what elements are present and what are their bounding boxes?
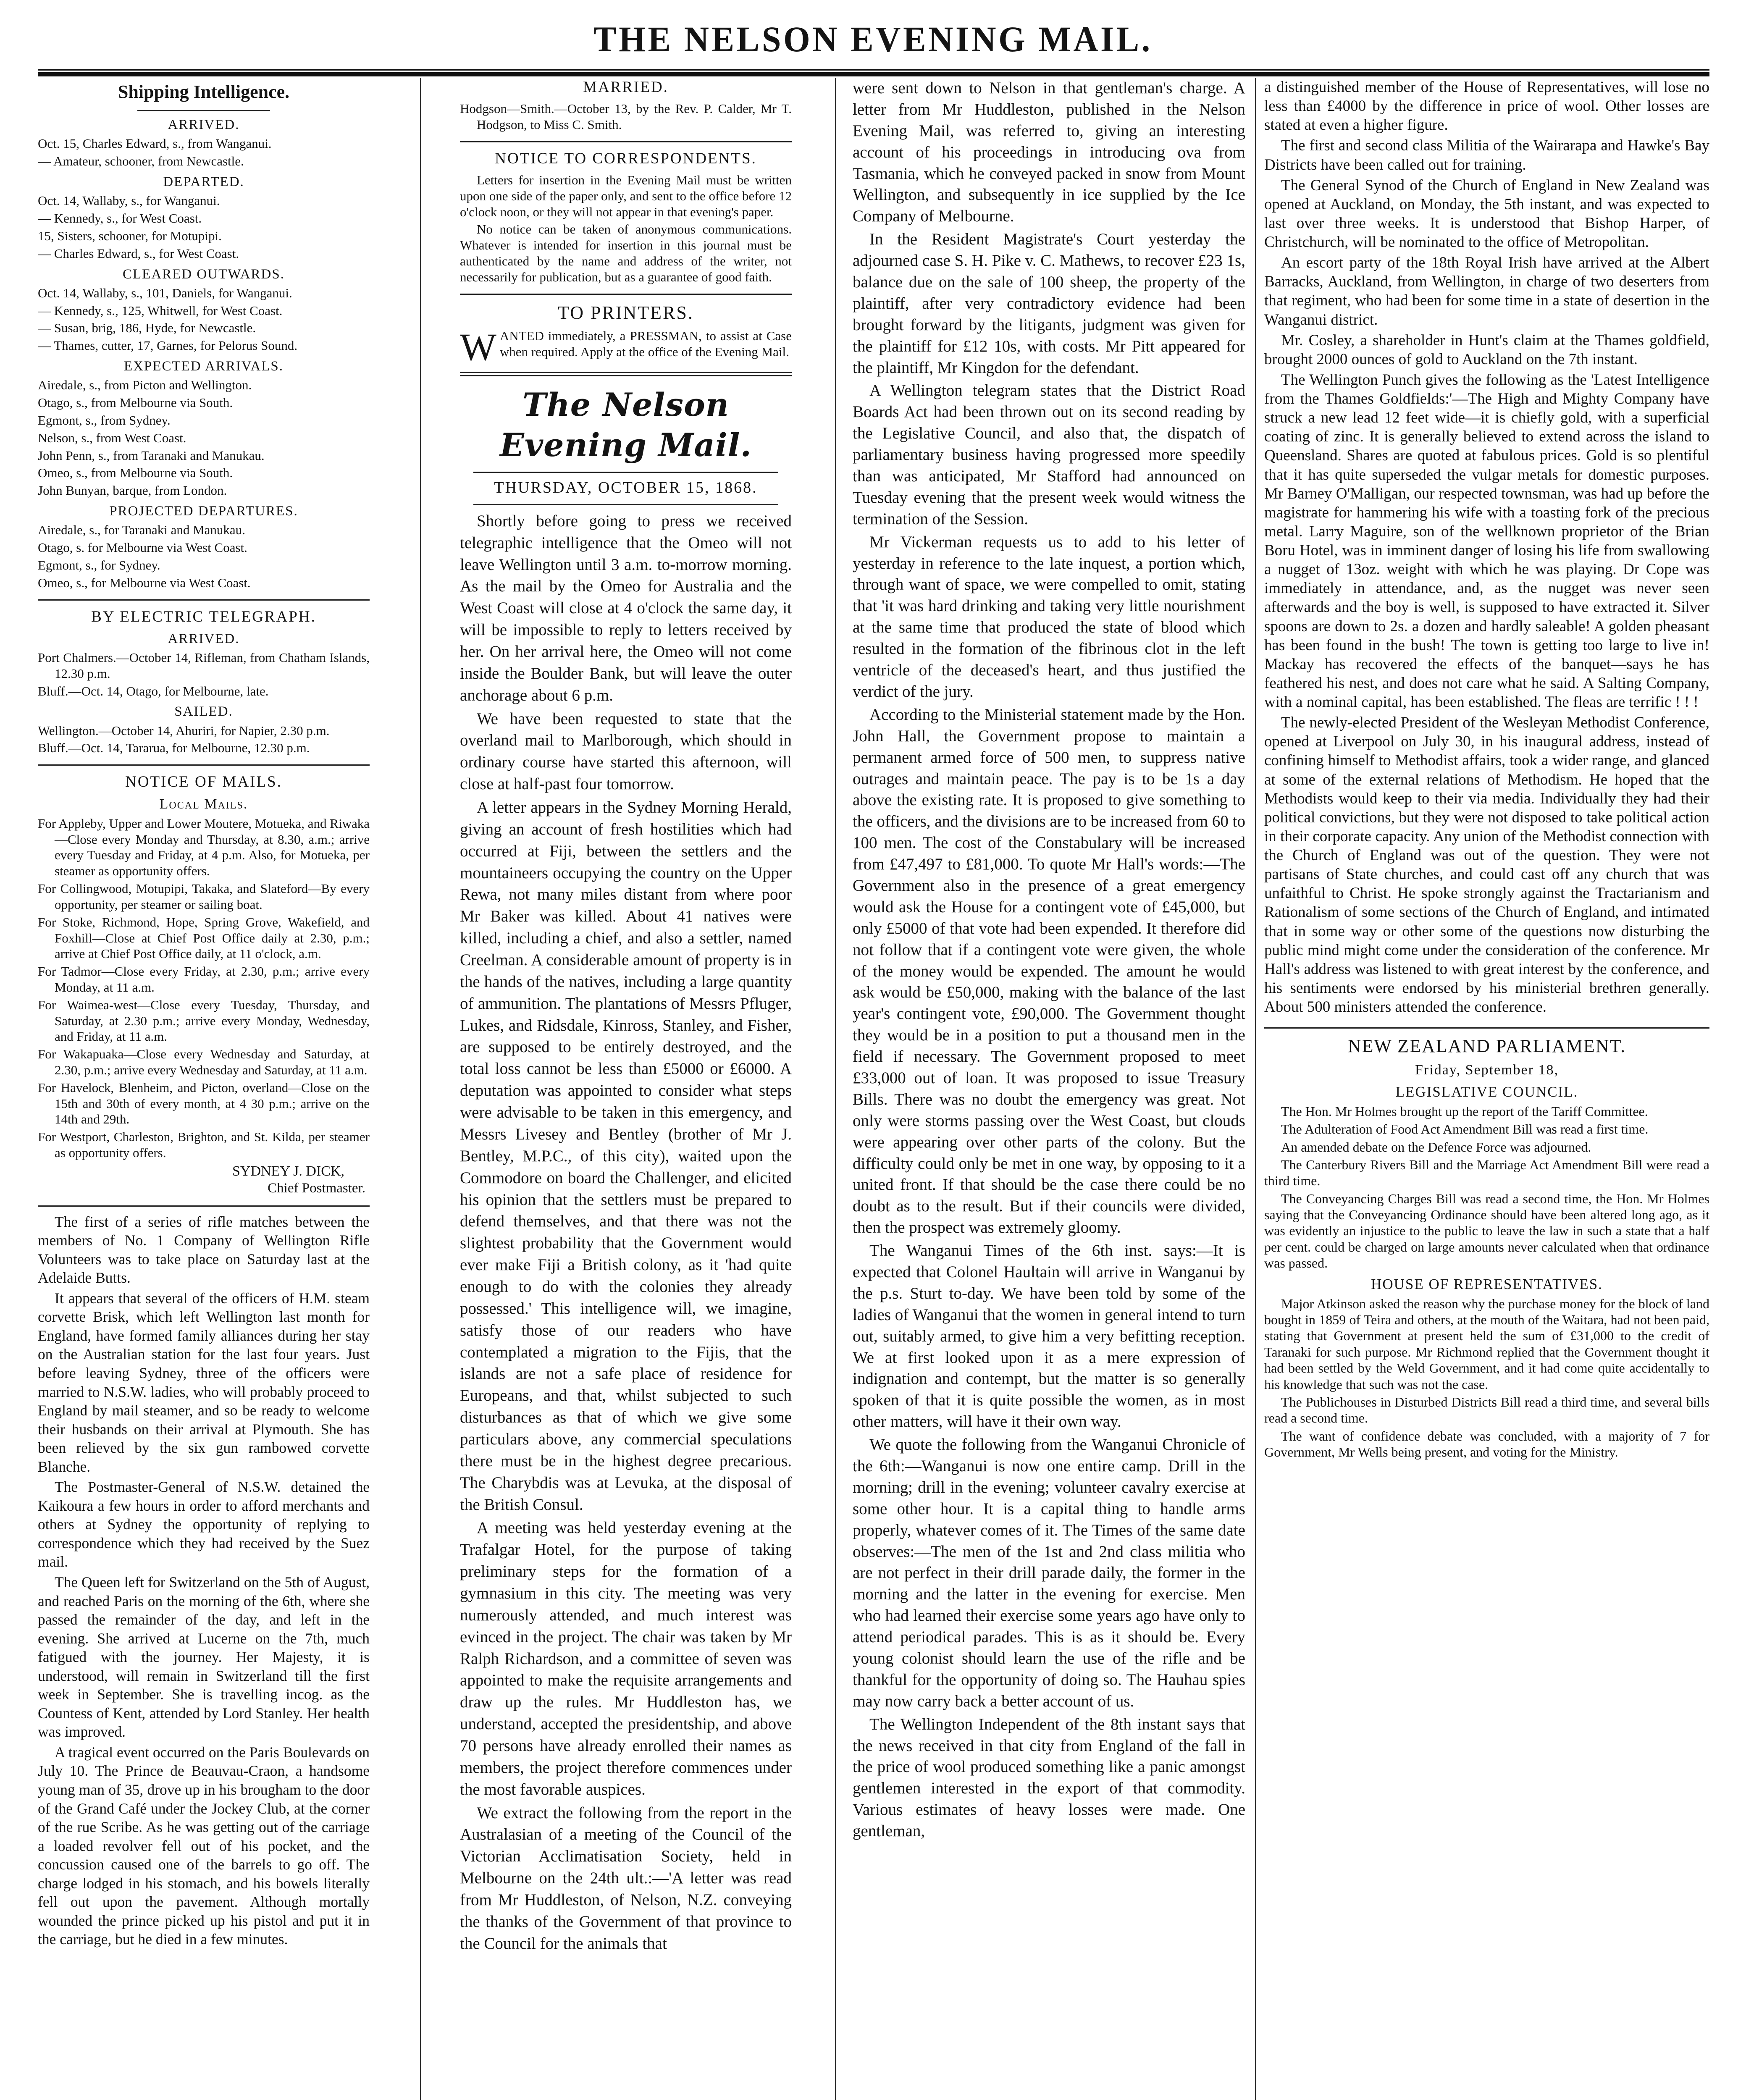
article-paragraph: Mr. Cosley, a shareholder in Hunt's claim at the Thames goldfield, brought 2000 ounces of gold to Auckland on the 7th instant. <box>1264 331 1709 368</box>
shipping-heading: Shipping Intelligence. <box>118 81 290 102</box>
correspondents-p2: No notice can be taken of anonymous communications. Whatever is intended for insertion in this journal must be authenticated by the name and address of the writer, not necessarily for publication, but as a guarantee of good faith. <box>460 222 792 284</box>
editorial-paragraph: We have been requested to state that the overland mail to Marlborough, which should in ordinary course have started this afternoon, will close at half-past four tomorrow. <box>460 709 792 793</box>
shipping-line: — Kennedy, s., for West Coast. <box>38 211 202 226</box>
house-heading: HOUSE OF REPRESENTATIVES. <box>1371 1276 1603 1292</box>
printers-dropcap: W <box>460 326 496 369</box>
council-item: An amended debate on the Defence Force was adjourned. <box>1281 1139 1591 1155</box>
editorial-body <box>460 510 792 1955</box>
article-paragraph: According to the Ministerial statement made by the Hon. John Hall, the Government propose to maintain a permanent armed force of 500 men, to suppress native outrages and maintain peace. The pay is to be 1s a day above the existing rate. It is proposed to give something to the officers, and the divisions are to be increased from 60 to 100 men. The cost of the Constabulary will be increased from £47,497 to £81,000. To quote Mr Hall's words:—The Government also in the presence of a great emergency would ask the House for a contingent vote of £45,000, but only £5000 of that vote had been expended. It therefore did not follow that if a contingent vote were given, the whole of the money would be expended. The amount he would ask would be £50,000, making with the balance of the last year's contingent vote, £90,000. The Government thought they would be in a position to put a thousand men in the field if necessary. The Government proposed to meet £33,000 out of loan. It was proposed to issue Treasury Bills. There was no doubt the emergency was great. Not only were storms passing over the West Coast, but clouds were appearing over other parts of the colony. But the difficulty could only be met in one way, by opposing to it a united front. If that should be the case there could be no doubt as to the result. But if their councils were divided, then the prospect was extremely gloomy. <box>853 705 1245 1237</box>
shipping-line: Egmont, s., from Sydney. <box>38 412 171 428</box>
editorial-date: THURSDAY, OCTOBER 15, 1868. <box>494 479 758 497</box>
article-paragraph: We quote the following from the Wanganui Chronicle of the 6th:—Wanganui is now one entire camp. Drill in the morning; drill in the evening; volunteer cavalry exercise at some other hour. It is a capital thing to handle arms properly, whatever comes of it. The Times of the same date observes:—The men of the 1st and 2nd class militia who are not perfect in their drill parade daily, the former in the morning and the latter in the evening for exercise. Men who had learned their exercise some years ago have only to attend periodical parades. This is as it should be. Every young colonist should learn the use of the rifle and be thankful for the opportunity of doing so. The Hauhau spies may now carry back a better account of us. <box>853 1436 1245 1710</box>
mail-item: For Collingwood, Motupipi, Takaka, and Slateford—By every opportunity, per steamer or sailing boat. <box>38 881 370 912</box>
article-paragraph: An escort party of the 18th Royal Irish have arrived at the Albert Barracks, Auckland, from Wellington, in charge of two deserters from that regiment, who had been for some time in a state of desertion in the Wanganui district. <box>1264 254 1709 328</box>
article-paragraph: The Wellington Punch gives the following as the 'Latest Intelligence from the Thames Goldfields:'—The High and Mighty Company have struck a new lead 12 feet wide—it is chiefly gold, with a superficial coating of zinc. It is generally believed to extend across the island to Queensland. Shares are quoted at fabulous prices. Gold is so plentiful that it has quite superseded the vulgar metals for domestic purposes. Mr Barney O'Malligan, our respected townsman, was had up before the magistrate for hammering his wife with a toasting fork of the precious metal. Larry Maguire, son of the wellknown proprietor of the Brian Boru Hotel, was in imminent danger of losing his life from swallowing a nugget of 13oz. weight with which he was playing. Dr Cope was immediately in attendance, and, as the nugget was never seen afterwards and the boy is well, is supposed to have extracted it. Silver spoons are down to 2s. a dozen and hardly saleable! A golden pheasant has been found in the bush! The town is getting too large to live in! Mackay has recovered the effects of the banquet—says he has feathered his nest, and does not care what he said. A Salting Company, with a nominal capital, has been established. The fleas are terrific ! ! ! <box>1264 371 1709 711</box>
married-notice <box>460 78 792 133</box>
newspaper-title: THE NELSON EVENING MAIL. <box>593 19 1153 59</box>
married-text: Hodgson—Smith.—October 13, by the Rev. P. Calder, Mr T. Hodgson, to Miss C. Smith. <box>460 101 792 132</box>
shipping-line: Omeo, s., from Melbourne via South. <box>38 465 233 480</box>
divider <box>137 110 270 111</box>
parliament-section <box>1264 1035 1709 1460</box>
column-divider-2 <box>835 78 836 2100</box>
parliament-heading: NEW ZEALAND PARLIAMENT. <box>1347 1036 1626 1057</box>
telegraph-arrived-label: ARRIVED. <box>168 631 240 646</box>
shipping-line: Otago, s. for Melbourne via West Coast. <box>38 540 247 555</box>
house-item: Major Atkinson asked the reason why the purchase money for the block of land bought in 1859 of Teira and others, at the mouth of the Waitara, had not been paid, stating that Government at present held the sum of £31,000 to the credit of Taranaki for such purpose. Mr Richmond replied that the Government thought it had been settled by the Weld Government, and it had come quite accidentally to his knowledge that such was not the case. <box>1264 1296 1709 1392</box>
divider <box>473 472 779 473</box>
article-paragraph: The first of a series of rifle matches between the members of No. 1 Company of Wellington Rifle Volunteers was to take place on Saturday last at the Adelaide Butts. <box>38 1213 370 1286</box>
editorial-masthead: The Nelson Evening Mail. <box>500 386 752 464</box>
editorial-paragraph: A meeting was held yesterday evening at the Trafalgar Hotel, for the purpose of taking preliminary steps for the formation of a gymnasium in this city. The meeting was very numerously attended, and much interest was evinced in the project. The chair was taken by Mr Ralph Richardson, and a committee of seven was appointed to make the requisite arrangements and draw up the rules. Mr Huddleston has, we understand, accepted the presidentship, and above 70 persons have already enrolled their names as members, the project therefore commences under the most favorable auspices. <box>460 1519 792 1798</box>
correspondents-notice <box>460 149 792 285</box>
divider <box>460 141 792 142</box>
mail-item: For Havelock, Blenheim, and Picton, overland—Close on the 15th and 30th of every month, at 4 30 p.m.; arrive on the 14th and 29th. <box>38 1080 370 1127</box>
masthead <box>0 0 1746 67</box>
mail-item: For Wakapuaka—Close every Wednesday and Saturday, at 2.30, p.m.; arrive every Wednesday and Saturday, at 11 a.m. <box>38 1047 370 1077</box>
article-paragraph: A Wellington telegram states that the District Road Boards Act had been thrown out on its second reading by the Legislative Council, and also that, the dispatch of parliamentary business having progressed more speedily than was anticipated, Mr Stafford had announced on Tuesday evening that the present week would witness the termination of the Session. <box>853 381 1245 528</box>
telegraph-line: Wellington.—October 14, Ahuriri, for Napier, 2.30 p.m. <box>38 723 330 738</box>
council-item: The Conveyancing Charges Bill was read a second time, the Hon. Mr Holmes saying that the Conveyancing Ordinance should have been altered long ago, as it was evidently an injustice to the public to leave the law in such a state that a half per cent. could be charged on large amounts never calculated when that ordinance was passed. <box>1264 1191 1709 1271</box>
shipping-line: Omeo, s., for Melbourne via West Coast. <box>38 575 251 590</box>
shipping-line: Airedale, s., for Taranaki and Manukau. <box>38 522 245 538</box>
column-3 <box>853 78 1245 2100</box>
council-heading: LEGISLATIVE COUNCIL. <box>1395 1083 1578 1100</box>
council-item: The Adulteration of Food Act Amendment Bill was read a first time. <box>1281 1121 1649 1137</box>
council-item: The Canterbury Rivers Bill and the Marriage Act Amendment Bill were read a third time. <box>1264 1157 1709 1189</box>
shipping-line: — Amateur, schooner, from Newcastle. <box>38 154 244 169</box>
editorial-paragraph: We extract the following from the report in the Australasian of a meeting of the Council of the Victorian Acclimatisation Society, held in Melbourne on the 24th ult.:—'A letter was read from Mr Huddleston, of Nelson, N.Z. conveying the thanks of the Government of that province to the Council for the animals that <box>460 1803 792 1953</box>
shipping-line: 15, Sisters, schooner, for Motupipi. <box>38 228 222 243</box>
article-paragraph: Mr Vickerman requests us to add to his letter of yesterday in reference to the late inquest, a portion which, through want of space, we were compelled to omit, stating that 'it was hard drinking and taking very little nourishment at the same time that produced the state of blood which resulted in the formation of the fibrinous clot in the left ventricle of the deceased's heart, and thus justified the verdict of the jury. <box>853 533 1245 701</box>
shipping-line: Otago, s., from Melbourne via South. <box>38 395 233 410</box>
shipping-line: John Bunyan, barque, from London. <box>38 483 227 498</box>
mails-heading: NOTICE OF MAILS. <box>125 773 282 791</box>
article-paragraph: The General Synod of the Church of England in New Zealand was opened at Auckland, on Monday, the 5th instant, and was expected to last over three weeks. It is understood that Bishop Harper, of Christchurch, will be nominated to the office of Metropolitan. <box>1264 176 1709 251</box>
telegraph-sailed-label: SAILED. <box>174 704 233 719</box>
article-paragraph: A tragical event occurred on the Paris Boulevards on July 10. The Prince de Beauvau-Craon, a handsome young man of 35, drove up in his brougham to the door of the Grand Café under the Jockey Club, at the corner of the rue Scribe. As he was getting out of the carriage a loaded revolver fell out of his pocket, and the concussion caused one of the barrels to go off. The charge lodged in his stomach, and his bowels literally fell out upon the pavement. Although mortally wounded the prince picked up his pistol and put it in the carriage, but he died in a few minutes. <box>38 1743 370 1948</box>
divider <box>473 504 779 505</box>
article-paragraph: It appears that several of the officers of H.M. steam corvette Brisk, which left Wellington last month for England, have formed family alliances during her stay on the Australian station for the last four years. Just before leaving Sydney, three of the officers were married to N.S.W. ladies, who will probably proceed to England by mail steamer, and so be ready to welcome their husbands on their arrival at Plymouth. She has been relieved by the six gun rambowed corvette Blanche. <box>38 1289 370 1475</box>
correspondents-p1: Letters for insertion in the Evening Mail must be written upon one side of the paper only, and sent to the office before 12 o'clock noon, or they will not appear in that evening's paper. <box>460 172 792 219</box>
shipping-line: Egmont, s., for Sydney. <box>38 557 160 572</box>
editorial-paragraph: Shortly before going to press we received telegraphic intelligence that the Omeo will not leave Wellington until 3 a.m. to-morrow morning. As the mail by the Omeo for Australia and the West Coast will close at 4 o'clock the same day, it will be impossible to reply to letters received by her. On her arrival here, the Omeo will not come inside the Boulder Bank, but will leave the outer anchorage about 6 p.m. <box>460 512 792 704</box>
telegraph-line: Port Chalmers.—October 14, Rifleman, from Chatham Islands, 12.30 p.m. <box>38 650 370 681</box>
column-1 <box>38 78 370 2100</box>
column-1-articles <box>38 1213 370 1949</box>
masthead-rule-thin <box>38 69 1709 71</box>
article-paragraph: The Wanganui Times of the 6th inst. says:—It is expected that Colonel Haultain will arrive in Wanganui by the p.s. Sturt to-day. We have been told by some of the ladies of Wanganui that the women in general intend to turn out, suitably armed, to give him a very befitting reception. We at first looked upon it as a mere expression of indignation and contempt, but the matter is so generally spoken of that it is quite possible the women, as in most other matters, will have it their own way. <box>853 1242 1245 1431</box>
shipping-line: — Susan, brig, 186, Hyde, for Newcastle. <box>38 320 256 336</box>
telegraph-section <box>38 607 370 756</box>
editorial-divider <box>460 372 792 376</box>
arrived-label: ARRIVED. <box>168 117 240 133</box>
column-divider-3 <box>1255 78 1256 2100</box>
column-4 <box>1264 78 1709 2100</box>
shipping-section <box>38 116 370 591</box>
divider <box>1264 1027 1709 1029</box>
mail-item: For Appleby, Upper and Lower Moutere, Motueka, and Riwaka—Close every Monday and Thursday, at 8.30, a.m.; arrive every Tuesday and Friday, at 4 p.m. Also, for Motueka, per steamer as opportunity offers. <box>38 816 370 879</box>
house-item: The want of confidence debate was concluded, with a majority of 7 for Government, Mr Wells being present, and voting for the Ministry. <box>1264 1428 1709 1460</box>
divider <box>38 599 370 601</box>
article-paragraph: The Wellington Independent of the 8th instant says that the news received in that city from England of the fall in the price of wool produced something like a panic amongst gentlemen interested in the export of that commodity. Various estimates of heavy losses were made. One gentleman, <box>853 1715 1245 1840</box>
telegraph-line: Bluff.—Oct. 14, Otago, for Melbourne, late. <box>38 683 269 698</box>
council-item: The Hon. Mr Holmes brought up the report of the Tariff Committee. <box>1281 1103 1648 1119</box>
postmaster-title: Chief Postmaster. <box>268 1181 365 1196</box>
mails-subheading: Local Mails. <box>159 796 248 812</box>
shipping-line: Oct. 14, Wallaby, s., 101, Daniels, for Wanganui. <box>38 285 292 300</box>
article-paragraph: The first and second class Militia of the Wairarapa and Hawke's Bay Districts have been called out for training. <box>1264 137 1709 173</box>
shipping-line: Nelson, s., from West Coast. <box>38 430 186 445</box>
parliament-date: Friday, September 18, <box>1415 1062 1559 1078</box>
mail-item: For Tadmor—Close every Friday, at 2.30, p.m.; arrive every Monday, at 11 a.m. <box>38 964 370 995</box>
mail-item: For Waimea-west—Close every Tuesday, Thursday, and Saturday, at 2.30 p.m.; arrive every Monday, Wednesday, and Friday, at 11 a.m. <box>38 997 370 1044</box>
shipping-line: — Charles Edward, s., for West Coast. <box>38 246 239 261</box>
correspondents-heading: NOTICE TO CORRESPONDENTS. <box>495 150 757 167</box>
mail-item: For Stoke, Richmond, Hope, Spring Grove, Wakefield, and Foxhill—Close at Chief Post Office daily at 2.30, p.m.; arrive at Chief Post Office daily, at 11 o'clock, a.m. <box>38 914 370 961</box>
editorial-paragraph: A letter appears in the Sydney Morning Herald, giving an account of fresh hostilities which had occurred at Fiji, between the settlers and the mountaineers occupying the country on the Upper Rewa, not many miles distant from where poor Mr Baker was killed. About 41 natives were killed, including a chief, and also a settler, named Creelman. A considerable amount of property is in the hands of the natives, including a large quantity of ammunition. The plantations of Messrs Pfluger, Lukes, and Ridsdale, Kinross, Stanley, and Fisher, are supposed to be entirely destroyed, and the total loss cannot be less than £5000 or £6000. A deputation was appointed to consider what steps were advisable to be taken in this emergency, and Messrs Livesey and Bentley (brother of Mr J. Bentley, M.P.C., of this city), waited upon the Commodore on board the Challenger, and elicited his opinion that the settlers must be prepared to defend themselves, and that there was not the slightest probability that the Government would ever make Fiji a British colony, as it 'had quite enough to do with the colonies they already possessed.' This intelligence will, we imagine, satisfy those of our readers who have contemplated a migration to the Fijis, that the islands are not a safe place of residence for Europeans, and that, whilst subjected to such disturbances as that of which we give some particulars above, any commercial speculations there must be in the highest degree precarious. The Charybdis was at Levuka, at the disposal of the British Consul. <box>460 798 792 1514</box>
expected-label: EXPECTED ARRIVALS. <box>123 359 284 374</box>
article-paragraph: The Queen left for Switzerland on the 5th of August, and reached Paris on the morning of the 6th, where she passed the remainder of the day, and left in the evening. She arrived at Lucerne on the 7th, much fatigued with the journey. Her Majesty, it is understood, will remain in Switzerland till the first week in September. She is travelling incog. as the Countess of Kent, attended by Lord Stanley. Her health was improved. <box>38 1573 370 1740</box>
printers-text: ANTED immediately, a PRESSMAN, to assist at Case when required. Apply at the office of the Evening Mail. <box>499 328 792 360</box>
article-paragraph: The Postmaster-General of N.S.W. detained the Kaikoura a few hours in order to afford merchants and others at Sydney the opportunity of replying to correspondence which they had received by the Suez mail. <box>38 1478 370 1570</box>
article-paragraph: The newly-elected President of the Wesleyan Methodist Conference, opened at Liverpool on July 30, in his inaugural address, instead of confining himself to Methodist affairs, took a wider range, and glanced at some of the external relations of Methodism. He hoped that the Methodists would keep to their via media. Individually they had their political convictions, but they were not disposed to take political action in their corporate capacity. Any union of the Methodist connection with the Church of England was out of the question. They were not partisans of State churches, and could cast off any church that was unfaithful to Christ. He spoke strongly against the Tractarianism and Rationalism of some sections of the Church of England, and intimated that in some way or other some of the questions now disturbing the public mind might come under the consideration of the conference. Mr Hall's address was listened to with great interest by the conference, and his sentiments were endorsed by his ministerial brethren generally. About 500 ministers attended the conference. <box>1264 714 1709 1016</box>
house-item: The Publichouses in Disturbed Districts Bill read a third time, and several bills read a second time. <box>1264 1394 1709 1426</box>
divider <box>460 294 792 295</box>
shipping-line: Oct. 15, Charles Edward, s., from Wanganui. <box>38 136 272 151</box>
column-2 <box>460 78 792 2100</box>
mail-item: For Westport, Charleston, Brighton, and St. Kilda, per steamer as opportunity offers. <box>38 1129 370 1160</box>
shipping-line: Airedale, s., from Picton and Wellington. <box>38 378 252 393</box>
printers-heading: TO PRINTERS. <box>558 302 694 323</box>
mails-section <box>38 772 370 1197</box>
shipping-line: Oct. 14, Wallaby, s., for Wanganui. <box>38 193 220 208</box>
shipping-line: John Penn, s., from Taranaki and Manukau. <box>38 448 265 463</box>
column-divider-1 <box>420 78 421 2100</box>
shipping-line: — Thames, cutter, 17, Garnes, for Pelorus Sound. <box>38 338 298 353</box>
projected-label: PROJECTED DEPARTURES. <box>109 504 298 519</box>
shipping-line: — Kennedy, s., 125, Whitwell, for West Coast. <box>38 303 283 318</box>
cleared-label: CLEARED OUTWARDS. <box>123 266 285 282</box>
article-paragraph: a distinguished member of the House of Representatives, will lose no less than £4000 by the difference in price of wool. Other losses are stated at even a higher figure. <box>1264 79 1709 134</box>
divider <box>38 1205 370 1207</box>
telegraph-heading: BY ELECTRIC TELEGRAPH. <box>91 608 316 625</box>
telegraph-line: Bluff.—Oct. 14, Tararua, for Melbourne, 12.30 p.m. <box>38 740 310 756</box>
article-paragraph: In the Resident Magistrate's Court yesterday the adjourned case S. H. Pike v. C. Mathews, to recover £23 1s, balance due on the sale of 100 sheep, the property of the plaintiff, after very contradictory evidence had been brought forward by the litigants, judgment was given for the plaintiff for £12 10s, with costs. Mr Pitt appeared for the plaintiff, Mr Kingdon for the defendant. <box>853 230 1245 377</box>
article-paragraph: were sent down to Nelson in that gentleman's charge. A letter from Mr Huddleston, published in the Nelson Evening Mail, was referred to, giving an interesting account of his proceedings in introducing ova from Tasmania, which he conveyed packed in snow from Mount Wellington, and subsequently in ice supplied by the Ice Company of Melbourne. <box>853 79 1245 226</box>
postmaster-name: SYDNEY J. DICK, <box>232 1163 344 1179</box>
divider <box>38 764 370 766</box>
married-heading: MARRIED. <box>583 79 669 96</box>
departed-label: DEPARTED. <box>163 174 244 190</box>
masthead-rule-thick <box>38 72 1709 76</box>
printers-notice <box>460 302 792 369</box>
